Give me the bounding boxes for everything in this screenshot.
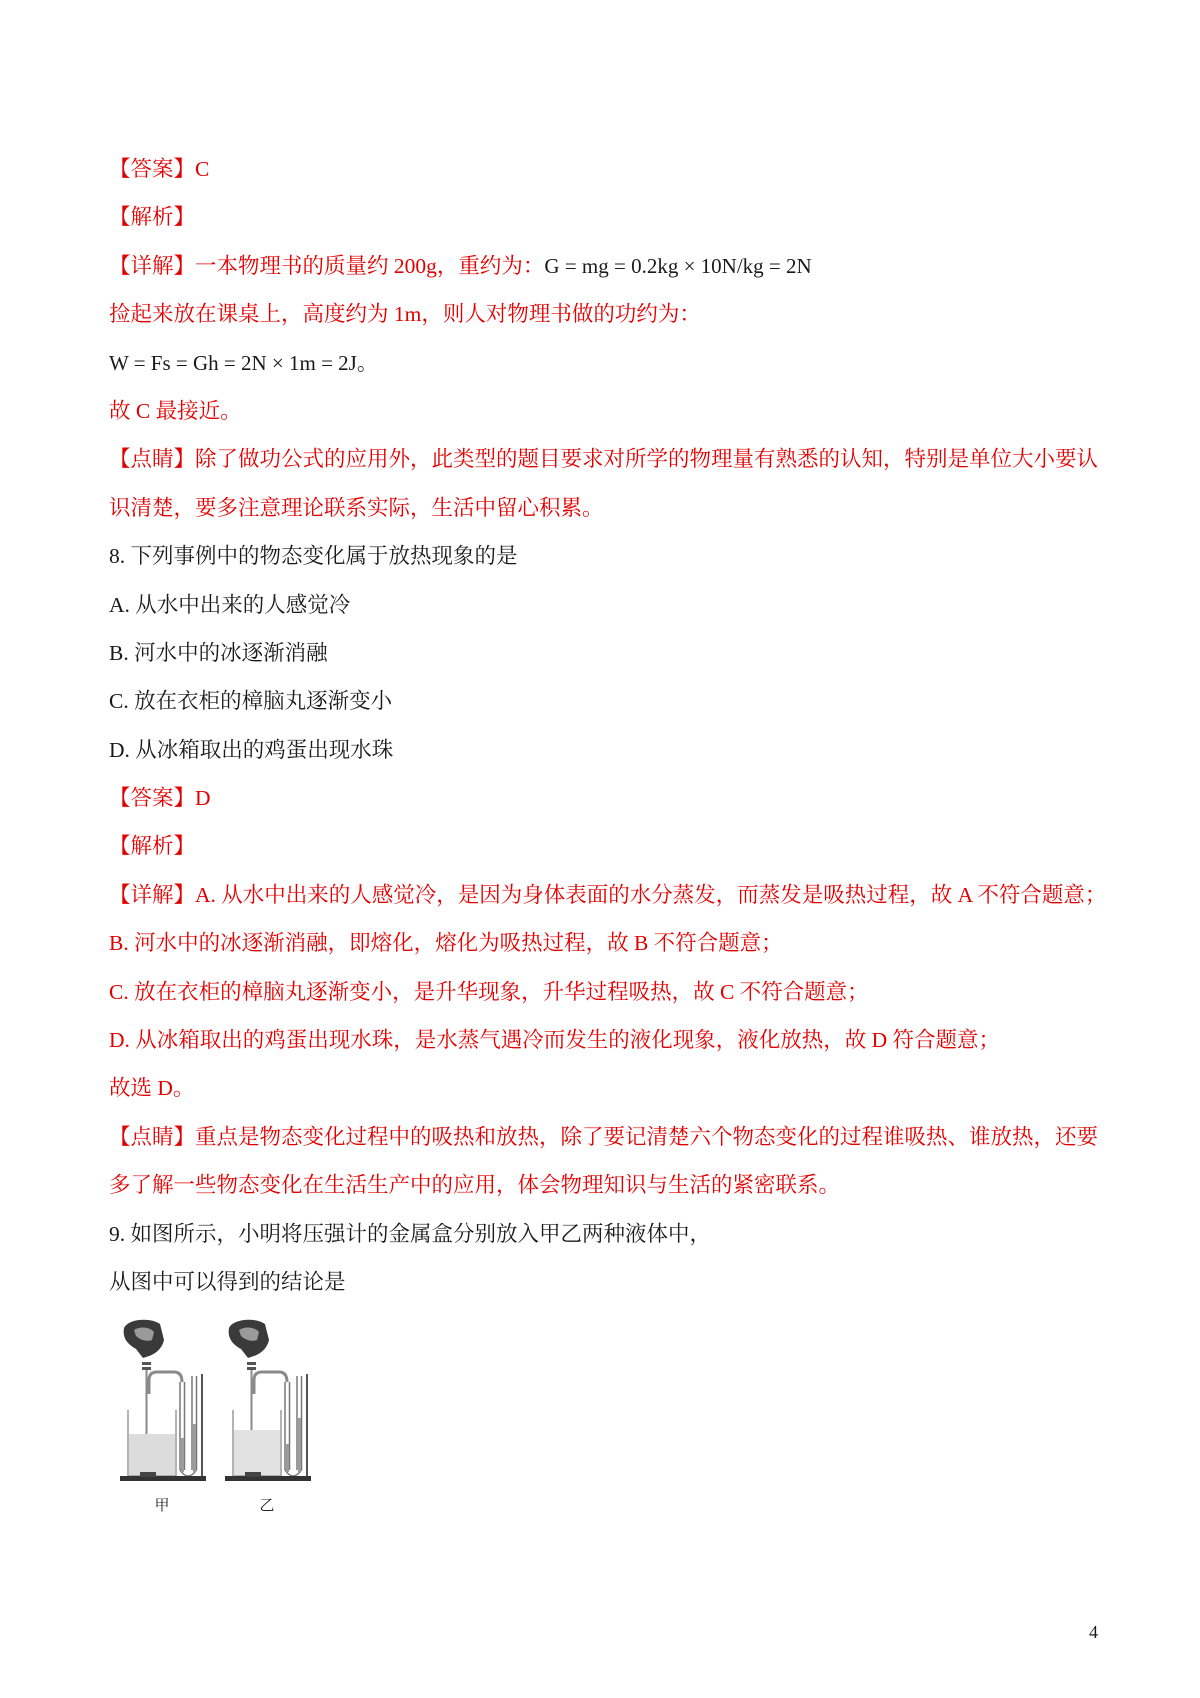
page-number: 4 <box>1089 1622 1098 1642</box>
q7-work-formula-line <box>109 339 1169 387</box>
q7-work-text-line <box>109 290 1169 338</box>
connecting-tube <box>254 1372 287 1394</box>
analysis-label: 【解析】 <box>109 205 196 230</box>
weight-formula: G = mg = 0.2kg × 10N/kg = 2N <box>544 253 812 278</box>
probe-connector <box>142 1367 151 1370</box>
option-text: B. 河水中的冰逐渐消融 <box>109 640 328 665</box>
q8-analysis-line <box>109 822 1169 870</box>
q8-option-c <box>109 677 1169 725</box>
q8-option-d <box>109 726 1169 774</box>
u-tube-liquid <box>193 1424 196 1472</box>
detail-label: 【详解】 <box>109 882 196 907</box>
work-text: 捡起来放在课桌上，高度约为 1m，则人对物理书做的功约为： <box>109 302 701 327</box>
tip-text: 识清楚，要多注意理论联系实际，生活中留心积累。 <box>109 495 604 520</box>
answer-value: D <box>195 786 211 811</box>
q8-tip-line-2 <box>109 1161 1169 1209</box>
u-tube-liquid <box>181 1438 184 1472</box>
tip-text: 多了解一些物态变化在生活生产中的应用，体会物理知识与生活的紧密联系。 <box>109 1173 841 1198</box>
tip-label: 【点睛】 <box>109 447 196 472</box>
tip-text: 除了做功公式的应用外，此类型的题目要求对所学的物理量有熟悉的认知，特别是单位大小要认 <box>195 447 1099 472</box>
answer-label: 【答案】 <box>109 786 196 811</box>
q7-analysis-line <box>109 193 1169 241</box>
u-tube-liquid <box>298 1418 301 1472</box>
detail-text: 一本物理书的质量约 200g，重约为： <box>195 253 545 278</box>
detail-text: D. 从冰箱取出的鸡蛋出现水珠，是水蒸气遇冷而发生的液化现象，液化放热，故 D 符合题意； <box>109 1028 1001 1053</box>
q8-detail-line-d <box>109 1016 1169 1064</box>
stand-base <box>120 1476 206 1481</box>
q8-stem <box>109 532 1169 580</box>
work-formula: W = Fs = Gh = 2N × 1m = 2J。 <box>109 350 378 375</box>
figure-label-jia: 甲 <box>154 1496 170 1514</box>
option-text: C. 放在衣柜的樟脑丸逐渐变小 <box>109 689 393 714</box>
question-stem: 8. 下列事例中的物态变化属于放热现象的是 <box>109 544 518 569</box>
tip-text: 重点是物态变化过程中的吸热和放热，除了要记清楚六个物态变化的过程谁吸热、谁放热，还要 <box>195 1124 1099 1149</box>
option-text: D. 从冰箱取出的鸡蛋出现水珠 <box>109 737 394 762</box>
detail-text: C. 放在衣柜的樟脑丸逐渐变小，是升华现象，升华过程吸热，故 C 不符合题意； <box>109 979 869 1004</box>
beaker-liquid <box>234 1430 280 1476</box>
apparatus-yi <box>225 1320 311 1514</box>
detail-text: A. 从水中出来的人感觉冷，是因为身体表面的水分蒸发，而蒸发是吸热过程，故 A 不符合题意； <box>195 882 1107 907</box>
q9-stem-line-1 <box>109 1210 1169 1258</box>
q8-option-b <box>109 629 1169 677</box>
q8-tip-line-1 <box>109 1113 1169 1161</box>
tip-label: 【点睛】 <box>109 1124 196 1149</box>
apparatus-jia <box>120 1320 206 1514</box>
probe-connector <box>247 1367 256 1370</box>
stand-base-block <box>245 1472 261 1477</box>
q7-tip-line-1 <box>109 435 1169 483</box>
u-tube-liquid <box>286 1444 289 1472</box>
answer-label: 【答案】 <box>109 157 196 181</box>
question-stem: 从图中可以得到的结论是 <box>109 1269 346 1294</box>
q7-conclusion-line <box>109 387 1169 435</box>
analysis-label: 【解析】 <box>109 834 196 859</box>
probe-connector <box>247 1362 256 1365</box>
q8-conclusion-line <box>109 1064 1169 1112</box>
answer-value: C <box>195 157 210 181</box>
page-body <box>109 145 1169 1306</box>
beaker-liquid <box>129 1434 175 1476</box>
q8-answer-line <box>109 774 1169 822</box>
detail-label: 【详解】 <box>109 253 196 278</box>
q8-option-a <box>109 581 1169 629</box>
stand-base <box>225 1476 311 1481</box>
question-stem: 9. 如图所示，小明将压强计的金属盒分别放入甲乙两种液体中， <box>109 1221 712 1246</box>
figure-label-yi: 乙 <box>259 1496 275 1514</box>
q7-tip-line-2 <box>109 484 1169 532</box>
q7-answer-line <box>109 145 1169 193</box>
q7-detail-line <box>109 242 1169 290</box>
probe-connector <box>142 1362 151 1365</box>
pressure-gauge-figure <box>115 1318 335 1523</box>
option-text: A. 从水中出来的人感觉冷 <box>109 592 351 617</box>
q8-detail-line-c <box>109 968 1169 1016</box>
stand-base-block <box>140 1472 156 1477</box>
connecting-tube <box>149 1372 182 1394</box>
q9-stem-line-2 <box>109 1258 1169 1306</box>
q8-detail-line-a <box>109 871 1169 919</box>
conclusion-text: 故 C 最接近。 <box>109 398 242 423</box>
q8-detail-line-b <box>109 919 1169 967</box>
detail-text: B. 河水中的冰逐渐消融，即熔化，熔化为吸热过程，故 B 不符合题意； <box>109 931 783 956</box>
conclusion-text: 故选 D。 <box>109 1076 195 1101</box>
